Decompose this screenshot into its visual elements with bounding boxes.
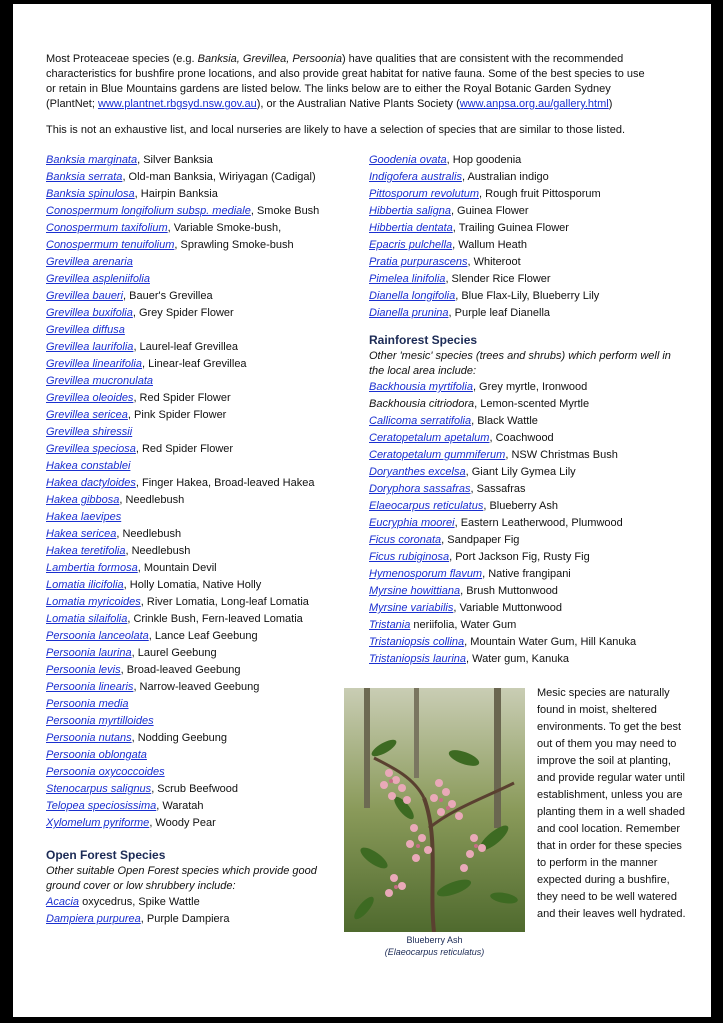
common-name: , Brush Muttonwood	[460, 585, 558, 597]
species-item	[46, 322, 346, 339]
species-item	[369, 186, 689, 203]
intro-text: Most Proteaceae species (e.g.	[46, 53, 198, 65]
species-item	[369, 379, 689, 396]
species-link[interactable]: Persoonia linearis	[46, 681, 134, 693]
species-link[interactable]: Pimelea linifolia	[369, 273, 446, 285]
photo-caption	[344, 934, 525, 958]
anpsa-link[interactable]: www.anpsa.org.au/gallery.html	[459, 98, 609, 110]
common-name: , Sandpaper Fig	[441, 534, 520, 546]
species-item	[46, 662, 346, 679]
common-name: , Wallum Heath	[452, 239, 527, 251]
species-link[interactable]: Ficus coronata	[369, 534, 442, 546]
species-item	[369, 396, 689, 413]
species-link[interactable]: Grevillea buxifolia	[46, 307, 133, 319]
species-item	[369, 237, 689, 254]
species-link[interactable]: Grevillea oleoides	[46, 392, 134, 404]
species-item	[369, 651, 689, 668]
species-link[interactable]: Persoonia oxycoccoides	[46, 766, 165, 778]
species-link[interactable]: Callicoma serratifolia	[369, 415, 472, 427]
species-item	[369, 515, 689, 532]
common-name: , Variable Muttonwood	[453, 602, 562, 614]
common-name: , Coachwood	[489, 432, 554, 444]
common-name: , Giant Lily Gymea Lily	[465, 466, 576, 478]
species-link[interactable]: Tristaniopsis laurina	[369, 653, 467, 665]
species-link[interactable]: Myrsine howittiana	[369, 585, 461, 597]
intro-text: )	[608, 98, 613, 110]
common-name: , Laurel Geebung	[131, 647, 217, 659]
species-item	[46, 645, 346, 662]
species-item	[369, 549, 689, 566]
blueberry-ash-photo	[344, 688, 525, 932]
species-item	[369, 634, 689, 651]
common-name: , Grey Spider Flower	[132, 307, 234, 319]
species-link[interactable]: Dampiera purpurea	[46, 913, 141, 925]
species-link[interactable]: Persoonia myrtilloides	[46, 715, 154, 727]
common-name: , Mountain Devil	[137, 562, 217, 574]
note-paragraph: This is not an exhaustive list, and local nurseries are likely to have a selection of species that are similar to those listed.	[46, 124, 626, 136]
open-forest-heading: Open Forest Species	[46, 848, 166, 862]
species-item	[369, 305, 689, 322]
species-link[interactable]: Hakea teretifolia	[46, 545, 126, 557]
common-name: , Slender Rice Flower	[445, 273, 551, 285]
common-name: , Woody Pear	[149, 817, 216, 829]
species-link[interactable]: Banksia marginata	[46, 154, 138, 166]
species-item	[369, 566, 689, 583]
common-name: , Finger Hakea, Broad-leaved Hakea	[135, 477, 315, 489]
species-item	[369, 430, 689, 447]
species-link[interactable]: Grevillea laurifolia	[46, 341, 134, 353]
species-item	[369, 220, 689, 237]
species-item	[46, 815, 346, 832]
species-link[interactable]: Lambertia formosa	[46, 562, 138, 574]
common-name: , Pink Spider Flower	[127, 409, 227, 421]
species-link[interactable]: Eucryphia moorei	[369, 517, 455, 529]
common-name: , Hop goodenia	[446, 154, 522, 166]
species-item	[46, 747, 346, 764]
open-forest-subhead: Other suitable Open Forest species which provide good ground cover or low shrubbery include:	[46, 865, 317, 892]
species-item	[46, 356, 346, 373]
intro-paragraph	[46, 52, 651, 112]
species-item	[369, 152, 689, 169]
species-link[interactable]: Lomatia silaifolia	[46, 613, 128, 625]
species-item	[369, 413, 689, 430]
species-item	[369, 271, 689, 288]
open-forest-list	[46, 894, 336, 928]
species-link[interactable]: Hibbertia dentata	[369, 222, 453, 234]
species-name: Backhousia citriodora	[369, 398, 475, 410]
species-item	[369, 447, 689, 464]
species-item	[46, 373, 346, 390]
species-link[interactable]: Tristaniopsis collina	[369, 636, 465, 648]
species-link[interactable]: Grevillea baueri	[46, 290, 124, 302]
species-link[interactable]: Tristania	[369, 619, 411, 631]
mesic-species-note: Mesic species are naturally found in moist, sheltered environments. To get the best out of them you may need to improve the soil at planting, and provide regular water until establishment, unless you are planting them in a well shaded and cool location. Remember that in order for these species to perform in the manner expected during a bushfire, they need to be well watered and their leaves well hydrated.	[537, 687, 686, 920]
species-item	[369, 254, 689, 271]
species-item	[46, 424, 346, 441]
species-link[interactable]: Ceratopetalum apetalum	[369, 432, 490, 444]
common-name: , Australian indigo	[461, 171, 549, 183]
common-name: , Hairpin Banksia	[134, 188, 218, 200]
species-item	[46, 798, 346, 815]
common-name: , Whiteroot	[467, 256, 521, 268]
common-name: , Needlebush	[125, 545, 191, 557]
species-item	[369, 169, 689, 186]
species-link[interactable]: Hakea gibbosa	[46, 494, 120, 506]
species-link[interactable]: Grevillea linearifolia	[46, 358, 142, 370]
common-name: , Needlebush	[119, 494, 185, 506]
common-name: , Rough fruit Pittosporum	[479, 188, 601, 200]
species-link[interactable]: Backhousia myrtifolia	[369, 381, 473, 393]
species-item	[369, 498, 689, 515]
common-name: , Holly Lomatia, Native Holly	[123, 579, 262, 591]
species-item	[369, 583, 689, 600]
proteaceae-species-list	[46, 152, 346, 832]
caption-common-name: Blueberry Ash	[406, 935, 463, 945]
common-name: , Waratah	[156, 800, 204, 812]
species-link[interactable]: Acacia	[46, 896, 80, 908]
species-item	[46, 577, 346, 594]
common-name: , Broad-leaved Geebung	[120, 664, 241, 676]
species-link[interactable]: Elaeocarpus reticulatus	[369, 500, 484, 512]
species-link[interactable]: Conospermum taxifolium	[46, 222, 168, 234]
species-item	[46, 390, 346, 407]
species-link[interactable]: Banksia spinulosa	[46, 188, 135, 200]
species-link[interactable]: Hakea laevipes	[46, 511, 122, 523]
document-page	[13, 4, 711, 1017]
rainforest-heading: Rainforest Species	[369, 333, 478, 347]
species-link[interactable]: Ceratopetalum gummiferum	[369, 449, 506, 461]
species-link[interactable]: Grevillea sericea	[46, 409, 128, 421]
common-name: , Water gum, Kanuka	[466, 653, 569, 665]
species-epithet: oxycedrus	[79, 896, 133, 908]
species-item	[46, 339, 346, 356]
species-link[interactable]: Doryphora sassafras	[369, 483, 471, 495]
species-item	[46, 730, 346, 747]
species-item	[46, 560, 346, 577]
species-item	[46, 628, 346, 645]
species-link[interactable]: Banksia serrata	[46, 171, 123, 183]
species-link[interactable]: Pittosporum revolutum	[369, 188, 480, 200]
species-item	[369, 464, 689, 481]
common-name: , Eastern Leatherwood, Plumwood	[454, 517, 623, 529]
species-item	[46, 781, 346, 798]
species-item	[369, 617, 689, 634]
common-name: , Water Gum	[454, 619, 517, 631]
common-name: , Port Jackson Fig, Rusty Fig	[449, 551, 590, 563]
species-link[interactable]: Ficus rubiginosa	[369, 551, 450, 563]
species-link[interactable]: Telopea speciosissima	[46, 800, 157, 812]
species-link[interactable]: Hibbertia saligna	[369, 205, 451, 217]
common-name: , Trailing Guinea Flower	[452, 222, 569, 234]
common-name: , Purple Dampiera	[140, 913, 230, 925]
species-item	[46, 543, 346, 560]
species-item	[46, 441, 346, 458]
species-link[interactable]: Doryanthes excelsa	[369, 466, 466, 478]
species-link[interactable]: Hymenosporum flavum	[369, 568, 483, 580]
species-link[interactable]: Indigofera australis	[369, 171, 462, 183]
species-item	[46, 237, 346, 254]
species-link[interactable]: Lomatia ilicifolia	[46, 579, 124, 591]
common-name: , Scrub Beefwood	[151, 783, 239, 795]
species-item	[46, 526, 346, 543]
species-item	[46, 288, 346, 305]
common-name: , Sassafras	[470, 483, 526, 495]
rainforest-section	[369, 333, 689, 668]
species-item	[46, 169, 346, 186]
species-item	[46, 764, 346, 781]
understorey-species-list	[369, 152, 689, 322]
species-link[interactable]: Myrsine variabilis	[369, 602, 454, 614]
common-name: , Lemon-scented Myrtle	[474, 398, 590, 410]
common-name: , Purple leaf Dianella	[448, 307, 551, 319]
species-item	[46, 186, 346, 203]
common-name: , Sprawling Smoke-bush	[174, 239, 294, 251]
species-link[interactable]: Hakea sericea	[46, 528, 117, 540]
species-item	[46, 407, 346, 424]
species-link[interactable]: Pratia purpurascens	[369, 256, 468, 268]
intro-text: ), or the Australian Native Plants Society (	[256, 98, 460, 110]
species-item	[369, 532, 689, 549]
species-link[interactable]: Conospermum longifolium subsp. mediale	[46, 205, 251, 217]
common-name: , Nodding Geebung	[131, 732, 228, 744]
common-name: , Red Spider Flower	[135, 443, 234, 455]
common-name: , Lance Leaf Geebung	[148, 630, 258, 642]
common-name: , Grey myrtle, Ironwood	[472, 381, 588, 393]
species-item	[46, 911, 336, 928]
species-link[interactable]: Stenocarpus salignus	[46, 783, 152, 795]
species-link[interactable]: Conospermum tenuifolium	[46, 239, 175, 251]
species-link[interactable]: Persoonia nutans	[46, 732, 132, 744]
rainforest-subhead: Other 'mesic' species (trees and shrubs) which perform well in the local area include:	[369, 350, 671, 377]
species-link[interactable]: Epacris pulchella	[369, 239, 453, 251]
common-name: , Guinea Flower	[450, 205, 529, 217]
common-name: , Blueberry Ash	[483, 500, 558, 512]
common-name: , Old-man Banksia, Wiriyagan (Cadigal)	[122, 171, 316, 183]
common-name: , Native frangipani	[482, 568, 571, 580]
species-link[interactable]: Persoonia levis	[46, 664, 121, 676]
species-item	[46, 475, 346, 492]
common-name: , Crinkle Bush, Fern-leaved Lomatia	[127, 613, 303, 625]
species-item	[369, 288, 689, 305]
species-item	[369, 481, 689, 498]
common-name: , Red Spider Flower	[133, 392, 231, 404]
species-link[interactable]: Persoonia oblongata	[46, 749, 147, 761]
species-link[interactable]: Grevillea speciosa	[46, 443, 136, 455]
common-name: , Narrow-leaved Geebung	[133, 681, 260, 693]
intro-examples: Banksia, Grevillea, Persoonia	[197, 53, 342, 65]
species-link[interactable]: Dianella prunina	[369, 307, 449, 319]
common-name: , River Lomatia, Long-leaf Lomatia	[140, 596, 309, 608]
species-link[interactable]: Hakea constablei	[46, 460, 131, 472]
common-name: , Silver Banksia	[137, 154, 213, 166]
species-item	[46, 458, 346, 475]
species-item	[46, 713, 346, 730]
common-name: , Bauer's Grevillea	[123, 290, 213, 302]
species-link[interactable]: Persoonia laurina	[46, 647, 132, 659]
species-item	[369, 600, 689, 617]
species-item	[46, 305, 346, 322]
species-item	[46, 509, 346, 526]
species-link[interactable]: Hakea dactyloides	[46, 477, 136, 489]
intro-text: ) have qualities that are consistent with the recommended characteristics for bushfire prone locations, and also provide great habitat for native fauna. Some of the best species to use or retain in Blue Mountains gardens are listed below. The links below are to either the Royal Botanic Garden Sydney (PlantNet;	[46, 53, 645, 110]
open-forest-section	[46, 848, 336, 928]
common-name: , Mountain Water Gum, Hill Kanuka	[464, 636, 637, 648]
species-link[interactable]: Grevillea arenaria	[46, 256, 133, 268]
common-name: , Variable Smoke-bush,	[167, 222, 282, 234]
species-link[interactable]: Grevillea shiressii	[46, 426, 133, 438]
species-item	[46, 594, 346, 611]
species-link[interactable]: Grevillea mucronulata	[46, 375, 153, 387]
species-link[interactable]: Xylomelum pyriforme	[46, 817, 150, 829]
species-item	[46, 894, 336, 911]
common-name: , Black Wattle	[471, 415, 538, 427]
species-link[interactable]: Persoonia media	[46, 698, 129, 710]
species-epithet: neriifolia	[410, 619, 455, 631]
species-link[interactable]: Goodenia ovata	[369, 154, 447, 166]
common-name: , Needlebush	[116, 528, 182, 540]
species-link[interactable]: Grevillea aspleniifolia	[46, 273, 150, 285]
species-item	[46, 696, 346, 713]
common-name: , Linear-leaf Grevillea	[142, 358, 247, 370]
species-item	[46, 492, 346, 509]
species-item	[46, 679, 346, 696]
common-name: , NSW Christmas Bush	[505, 449, 618, 461]
rainforest-list	[369, 379, 689, 668]
species-item	[46, 152, 346, 169]
species-item	[46, 254, 346, 271]
species-link[interactable]: Persoonia lanceolata	[46, 630, 149, 642]
caption-scientific-name: (Elaeocarpus reticulatus)	[384, 947, 485, 957]
common-name: , Spike Wattle	[132, 896, 200, 908]
species-link[interactable]: Grevillea diffusa	[46, 324, 125, 336]
species-item	[369, 203, 689, 220]
common-name: , Smoke Bush	[250, 205, 320, 217]
species-item	[46, 220, 346, 237]
common-name: , Blue Flax-Lily, Blueberry Lily	[455, 290, 600, 302]
species-item	[46, 203, 346, 220]
species-link[interactable]: Lomatia myricoides	[46, 596, 141, 608]
common-name: , Laurel-leaf Grevillea	[133, 341, 238, 353]
species-item	[46, 271, 346, 288]
species-item	[46, 611, 346, 628]
plantnet-link[interactable]: www.plantnet.rbgsyd.nsw.gov.au	[97, 98, 257, 110]
species-link[interactable]: Dianella longifolia	[369, 290, 456, 302]
